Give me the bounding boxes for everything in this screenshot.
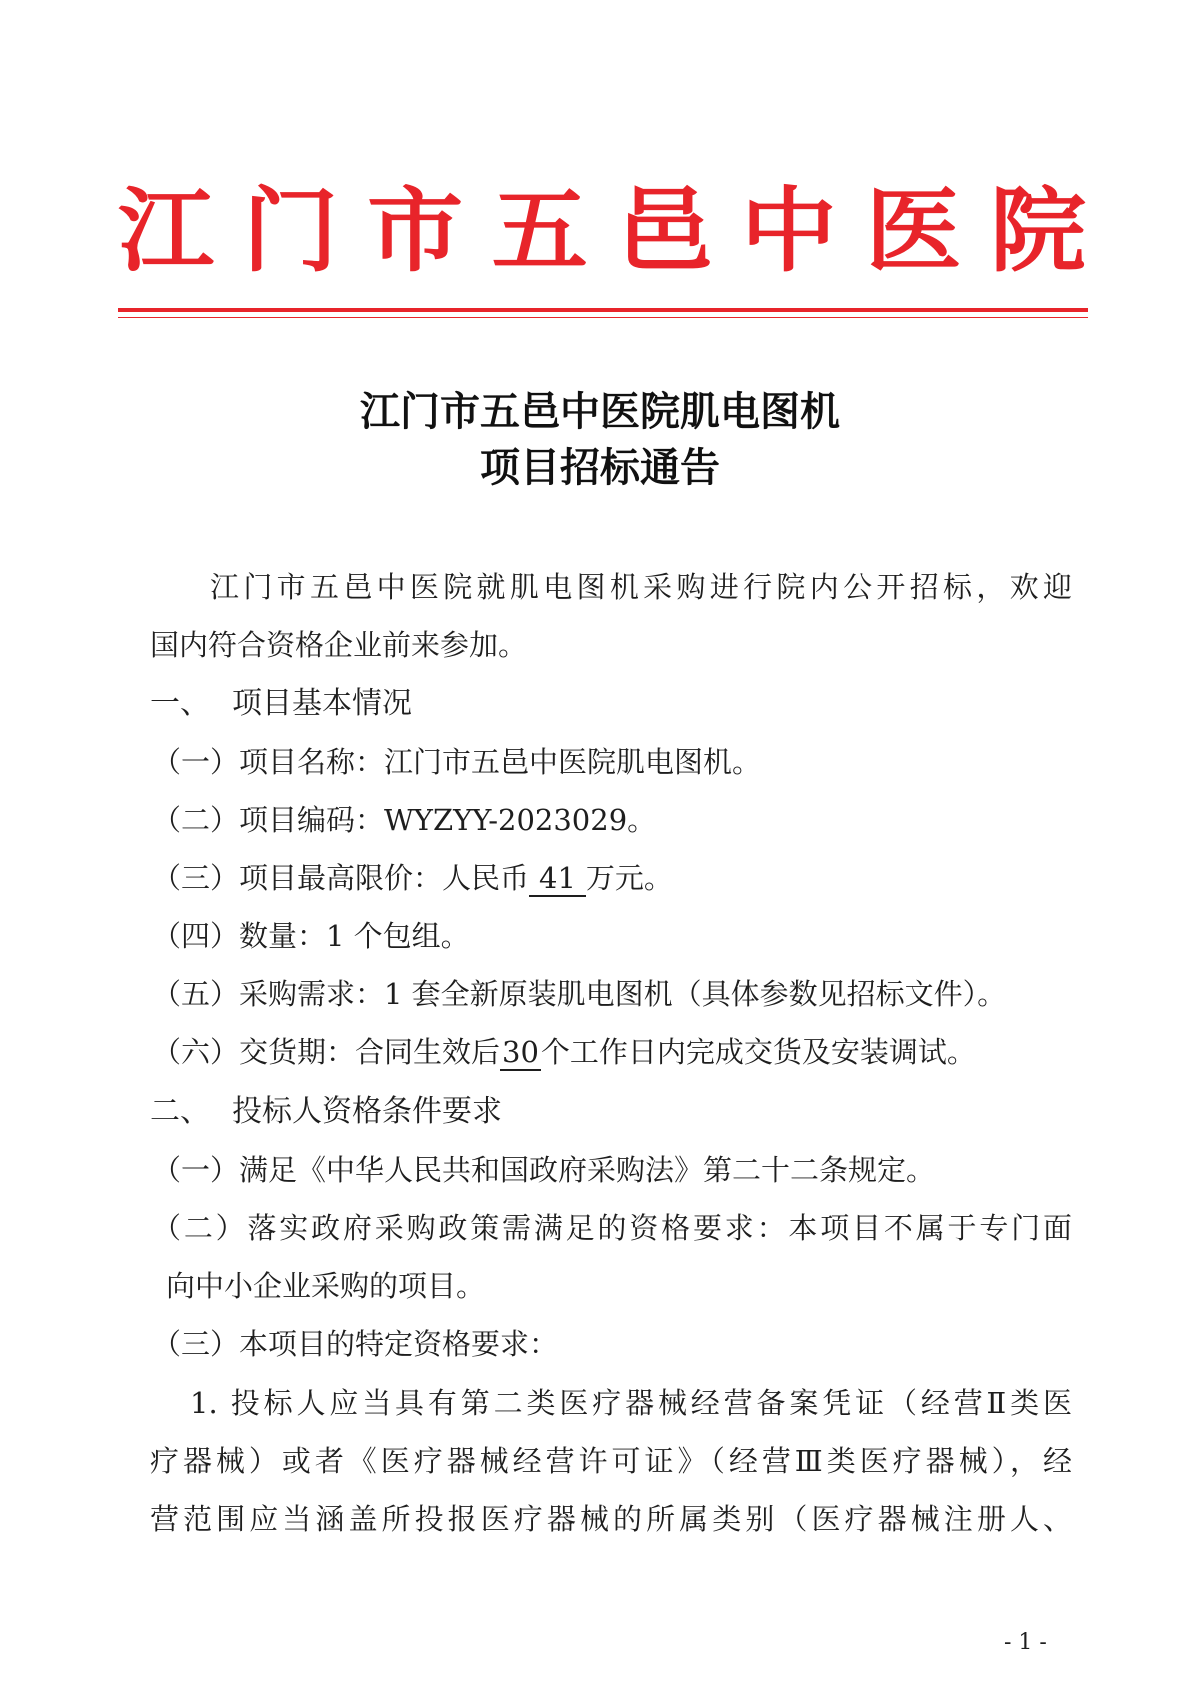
masthead-char: 中 [740, 176, 837, 285]
section2-heading-number: 二、 [150, 1094, 210, 1129]
section2-item-1: （一）满足《中华人民共和国政府采购法》第二十二条规定。 [152, 1153, 936, 1187]
section1-item-2: （二）项目编码：WYZYY-2023029。 [152, 803, 657, 837]
masthead [118, 176, 1086, 286]
intro-line-1: 江门市五邑中医院就肌电图机采购进行院内公开招标，欢迎 [210, 570, 1072, 604]
masthead-char: 江 [118, 176, 214, 285]
price-value: 41 [529, 864, 586, 897]
section2-item-3: （三）本项目的特定资格要求： [152, 1327, 559, 1361]
section1-item-1: （一）项目名称：江门市五邑中医院肌电图机。 [152, 745, 762, 779]
requirement-1-line-2: 疗器械）或者《医疗器械经营许可证》（经营Ⅲ类医疗器械），经 [150, 1444, 1072, 1478]
masthead-char: 医 [865, 176, 962, 285]
masthead-rule-thick [118, 308, 1088, 312]
section2-heading: 投标人资格条件要求 [232, 1094, 502, 1129]
section1-item-4: （四）数量：1 个包组。 [152, 919, 470, 953]
item6-suffix: 个工作日内完成交货及安装调试。 [540, 1035, 976, 1069]
section1-item-3 [152, 861, 673, 897]
document-title-line1: 江门市五邑中医院肌电图机 [360, 388, 840, 435]
masthead-char: 市 [367, 176, 464, 285]
intro-line-2: 国内符合资格企业前来参加。 [150, 628, 528, 662]
section1-heading-number: 一、 [150, 686, 210, 721]
requirement-1-line-1: 1. 投标人应当具有第二类医疗器械经营备案凭证（经营Ⅱ类医 [190, 1386, 1072, 1420]
item6-prefix: （六）交货期：合同生效后 [152, 1035, 501, 1069]
document-title-line2: 项目招标通告 [480, 444, 720, 491]
section1-item-6 [152, 1035, 976, 1071]
section1-item-5: （五）采购需求：1 套全新原装肌电图机（具体参数见招标文件）。 [152, 977, 1007, 1011]
masthead-char: 邑 [616, 176, 713, 285]
section2-item-2-line-1: （二）落实政府采购政策需满足的资格要求：本项目不属于专门面 [152, 1211, 1072, 1245]
delivery-days-value: 30 [502, 1035, 539, 1069]
requirement-1-line-3: 营范围应当涵盖所投报医疗器械的所属类别（医疗器械注册人、 [150, 1502, 1072, 1536]
section1-heading: 项目基本情况 [232, 686, 412, 721]
item3-suffix: 万元。 [585, 861, 673, 895]
item3-prefix: （三）项目最高限价：人民币 [152, 861, 530, 895]
page-number: - 1 - [1004, 1630, 1047, 1655]
masthead-char: 五 [491, 176, 588, 285]
masthead-char: 院 [989, 176, 1086, 285]
masthead-rule-thin [118, 317, 1088, 318]
masthead-char: 门 [242, 176, 339, 285]
section2-item-2-line-2: 向中小企业采购的项目。 [166, 1269, 486, 1303]
